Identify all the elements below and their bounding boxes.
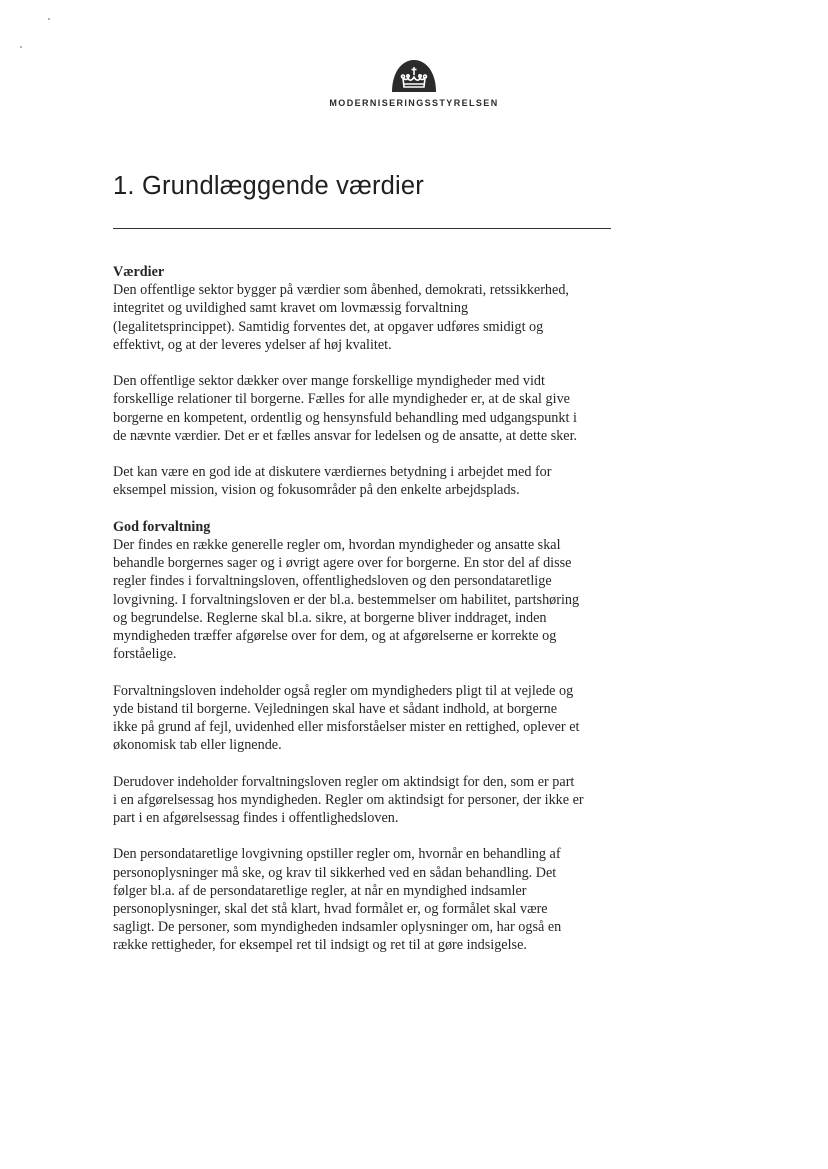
page-title: 1. Grundlæggende værdier: [113, 172, 424, 200]
paragraph: [113, 845, 613, 954]
text-line: forståelige.: [113, 646, 177, 663]
text-line: (legalitetsprincippet). Samtidig forventes det, at opgaver udføres smidigt og: [113, 318, 544, 335]
text-line: Der findes en række generelle regler om, hvordan myndigheder og ansatte skal: [113, 537, 561, 553]
text-line: eksempel mission, vision og fokusområder på den enkelte arbejdsplads.: [113, 482, 520, 499]
text-line: borgerne en kompetent, ordentlig og hensynsfuld behandling med udgangspunkt i: [113, 409, 577, 426]
text-line: regler findes i forvaltningsloven, offentlighedsloven og den persondataretlige: [113, 573, 552, 590]
section-vaerdier: [113, 263, 613, 500]
paragraph: [113, 463, 613, 499]
text-line: yde bistand til borgerne. Vejledningen skal have et sådant indhold, at borgerne: [113, 700, 558, 717]
text-line: Forvaltningsloven indeholder også regler om myndigheders pligt til at vejlede og: [113, 682, 574, 699]
text-line: personoplysninger, skal det stå klart, hvad formålet er, og formålet skal være: [113, 901, 548, 918]
text-line: økonomisk tab eller lignende.: [113, 737, 282, 754]
text-line: myndigheden træffer afgørelse over for dem, og at afgørelserne er korrekte og: [113, 628, 557, 645]
text-line: række rettigheder, for eksempel ret til indsigt og ret til at gøre indsigelse.: [113, 937, 527, 954]
text-line: Den offentlige sektor dækker over mange forskellige myndigheder med vidt: [113, 373, 545, 390]
text-line: sagligt. De personer, som myndigheden indsamler oplysninger om, har også en: [113, 919, 562, 936]
text-line: Den offentlige sektor bygger på værdier som åbenhed, demokrati, retssikkerhed,: [113, 282, 569, 299]
scan-speck: [20, 46, 22, 48]
section-god-forvaltning: [113, 518, 613, 955]
paragraph: [113, 682, 613, 755]
text-line: i en afgørelsessag hos myndigheden. Regler om aktindsigt for personer, der ikke er: [113, 791, 584, 808]
agency-name: moderniseringsstyrelsen: [329, 95, 499, 109]
section-heading: Værdier: [113, 264, 165, 280]
text-line: Det kan være en god ide at diskutere værdiernes betydning i arbejdet med for: [113, 464, 552, 481]
text-line: Derudover indeholder forvaltningsloven regler om aktindsigt for den, som er part: [113, 773, 575, 790]
section-heading: God forvaltning: [113, 518, 211, 535]
text-line: og begrundelse. Reglerne skal bl.a. sikre, at borgerne bliver inddraget, inden: [113, 609, 547, 626]
scan-speck: [48, 18, 50, 20]
text-line: behandle borgernes sager og i øvrigt agere over for borgerne. En stor del af disse: [113, 555, 572, 572]
text-line: følger bl.a. af de persondataretlige regler, at når en myndighed indsamler: [113, 882, 527, 899]
paragraph: [113, 372, 613, 445]
title-divider: [113, 228, 611, 229]
text-line: integritet og uvildighed samt kravet om lovmæssig forvaltning: [113, 300, 469, 317]
text-line: de nævnte værdier. Det er et fælles ansvar for ledelsen og de ansatte, at dette sker.: [113, 427, 578, 444]
paragraph: [113, 773, 613, 828]
text-line: personoplysninger må ske, og krav til sikkerhed ved en sådan behandling. Det: [113, 864, 557, 881]
crown-icon: [390, 58, 438, 92]
text-line: forskellige relationer til borgerne. Fælles for alle myndigheder er, at de skal give: [113, 391, 570, 408]
text-line: part i en afgørelsessag findes i offentlighedsloven.: [113, 810, 399, 827]
text-line: ikke på grund af fejl, uvidenhed eller misforståelser mister en rettighed, oplever et: [113, 719, 580, 736]
text-line: lovgivning. I forvaltningsloven er der bl.a. bestemmelser om habilitet, partshøring: [113, 591, 580, 608]
paragraph: [113, 536, 613, 663]
paragraph: [113, 281, 613, 354]
page-header: [0, 58, 828, 109]
document-body: [113, 263, 613, 973]
text-line: Den persondataretlige lovgivning opstiller regler om, hvornår en behandling af: [113, 846, 561, 863]
text-line: effektivt, og at der leveres ydelser af høj kvalitet.: [113, 336, 392, 353]
